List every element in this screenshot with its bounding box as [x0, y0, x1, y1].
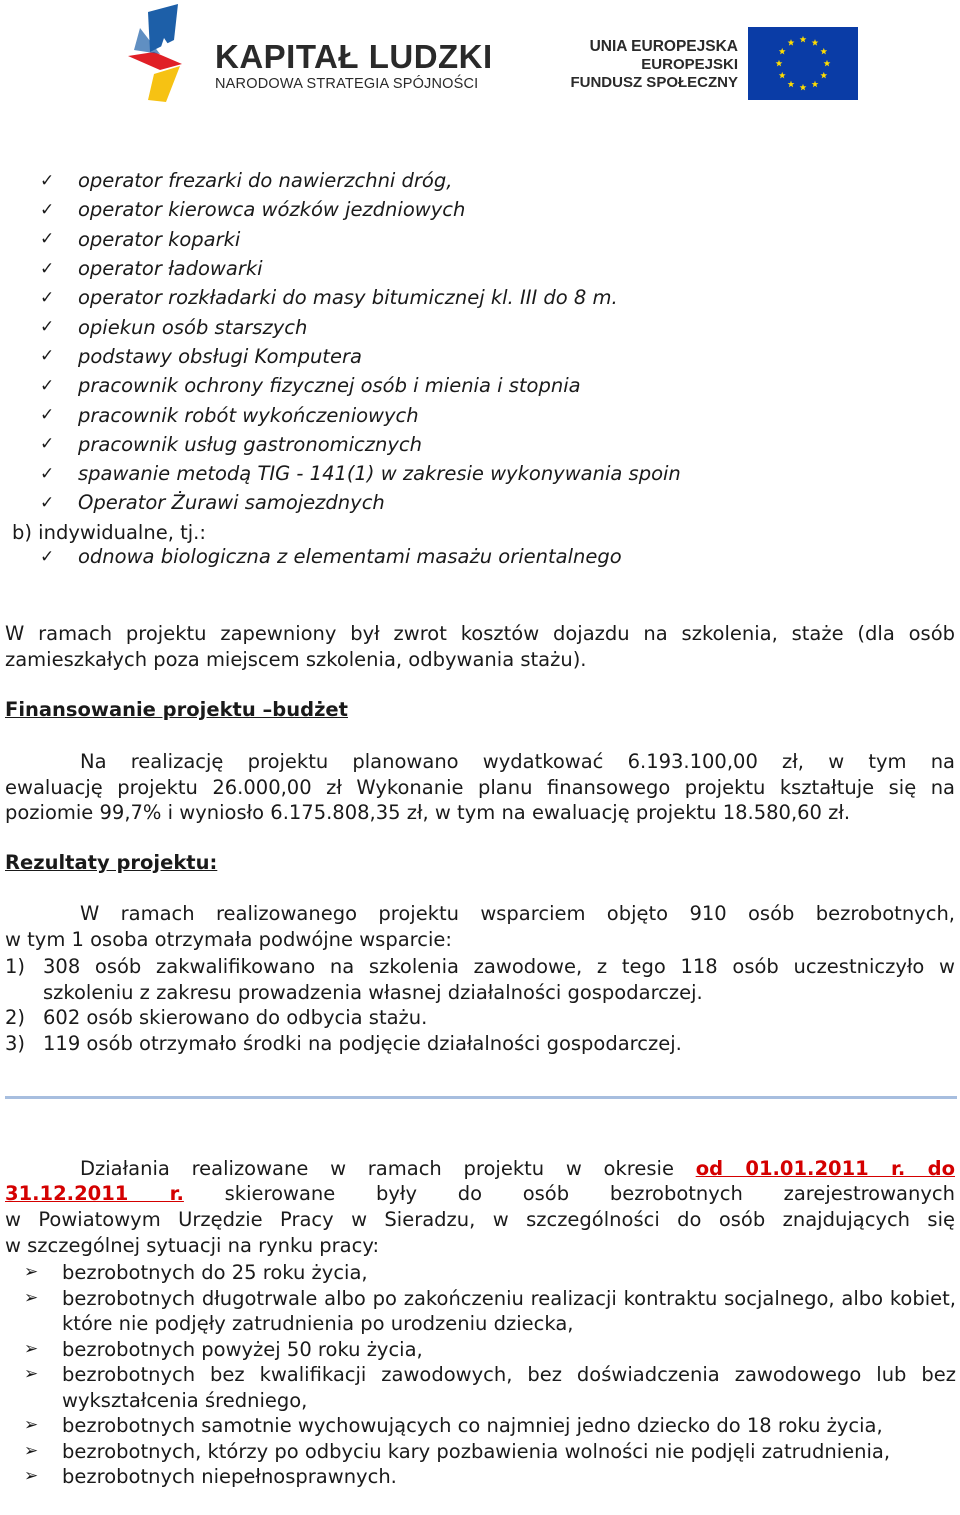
course-item — [40, 195, 681, 224]
course-label: pracownik robót wykończeniowych — [78, 403, 419, 427]
period-text-start: Działania realizowane w ramach projektu w okresie — [80, 1157, 696, 1180]
target-group-text: bezrobotnych powyżej 50 roku życia, — [62, 1337, 423, 1361]
course-label: operator ładowarki — [78, 257, 263, 281]
course-label: operator kierowca wózków jezdniowych — [78, 198, 466, 222]
checkmark-icon: ✓ — [40, 229, 55, 250]
course-label: pracownik ochrony fizycznej osób i mienia i stopnia — [78, 374, 581, 398]
checkmark-icon: ✓ — [40, 170, 55, 191]
target-group-item — [24, 1464, 956, 1490]
checkmark-icon: ✓ — [40, 199, 55, 220]
checkmark-icon: ✓ — [40, 434, 55, 455]
checkmark-icon: ✓ — [40, 546, 55, 567]
course-label: spawanie metodą TIG - 141(1) w zakresie wykonywania spoin — [78, 462, 681, 486]
course-label: pracownik usług gastronomicznych — [78, 432, 422, 456]
course-item — [40, 342, 681, 371]
result-number: 2) — [5, 1006, 26, 1029]
target-group-list — [24, 1260, 956, 1490]
individual-item-text: odnowa biologiczna z elementami masażu orientalnego — [78, 545, 622, 568]
period-line-2 — [5, 1182, 955, 1205]
result-number: 3) — [5, 1031, 26, 1055]
arrow-bullet-icon: ➢ — [24, 1466, 39, 1486]
refund-line-1: W ramach projektu zapewniony był zwrot kosztów dojazdu na szkolenia, staże (dla osób — [5, 622, 955, 645]
course-item — [40, 166, 681, 195]
target-group-item — [24, 1260, 956, 1286]
result-text: 602 osób skierowano do odbycia stażu. — [43, 1006, 428, 1029]
course-list — [40, 166, 681, 518]
budget-heading: Finansowanie projektu –budżet — [5, 698, 348, 721]
period-line-2-rest: skierowane były do osób bezrobotnych zarejestrowanych — [183, 1182, 955, 1205]
results-list — [5, 954, 955, 1056]
arrow-bullet-icon: ➢ — [24, 1287, 39, 1308]
individual-label: b) indywidualne, tj.: — [12, 521, 206, 544]
course-item — [40, 283, 681, 312]
refund-line-2: zamieszkałych poza miejscem szkolenia, odbywania stażu). — [5, 648, 587, 671]
course-item — [40, 225, 681, 254]
result-number: 1) — [5, 955, 26, 978]
result-item — [5, 1031, 955, 1057]
result-item — [5, 954, 955, 1005]
period-line-3: w Powiatowym Urzędzie Pracy w Sieradzu, w szczególności do osób znajdujących się — [5, 1208, 955, 1231]
page-header — [0, 0, 960, 110]
target-group-item — [24, 1337, 956, 1363]
period-line-4: w szczególnej sytuacji na rynku pracy: — [5, 1234, 380, 1257]
course-item — [40, 371, 681, 400]
results-intro-line-1: W ramach realizowanego projektu wsparciem objęto 910 osób bezrobotnych, — [80, 902, 955, 925]
target-group-text: bezrobotnych samotnie wychowujących co najmniej jedno dziecko do 18 roku życia, — [62, 1414, 883, 1437]
period-line-1 — [80, 1157, 955, 1180]
arrow-bullet-icon: ➢ — [24, 1338, 39, 1359]
checkmark-icon: ✓ — [40, 346, 55, 367]
course-label: operator rozkładarki do masy bitumicznej kl. III do 8 m. — [78, 286, 618, 310]
date-from: od 01.01.2011 r. do — [695, 1157, 955, 1180]
checkmark-icon: ✓ — [40, 287, 55, 308]
course-item — [40, 312, 681, 341]
arrow-bullet-icon: ➢ — [24, 1440, 39, 1461]
eu-line-2: EUROPEJSKI — [641, 56, 738, 73]
checkmark-icon: ✓ — [40, 463, 55, 484]
arrow-bullet-icon: ➢ — [24, 1262, 39, 1282]
budget-line-2: ewaluację projektu 26.000,00 zł Wykonanie planu finansowego projektu kształtuje się na — [5, 776, 955, 799]
course-item — [40, 430, 681, 459]
course-label: operator frezarki do nawierzchni dróg, — [78, 169, 453, 193]
target-group-text: bezrobotnych długotrwale albo po zakończeniu realizacji kontraktu socjalnego, albo kobiet, które nie podjęły zatrudnienia po urodzeniu dziecka, — [62, 1286, 956, 1335]
individual-item — [40, 545, 622, 568]
eu-flag-icon — [748, 27, 858, 100]
target-group-item — [24, 1362, 956, 1413]
arrow-bullet-icon: ➢ — [24, 1364, 39, 1384]
arrow-bullet-icon: ➢ — [24, 1415, 39, 1435]
target-group-item — [24, 1439, 956, 1465]
budget-line-3: poziomie 99,7% i wyniosło 6.175.808,35 zł, w tym na ewaluację projektu 18.580,60 zł. — [5, 801, 851, 824]
section-divider — [5, 1096, 957, 1099]
course-label: podstawy obsługi Komputera — [78, 344, 362, 368]
target-group-text: bezrobotnych do 25 roku życia, — [62, 1261, 368, 1284]
checkmark-icon: ✓ — [40, 317, 55, 338]
checkmark-icon: ✓ — [40, 492, 55, 513]
result-item — [5, 1005, 955, 1031]
checkmark-icon: ✓ — [40, 405, 55, 426]
course-label: opiekun osób starszych — [78, 315, 308, 339]
checkmark-icon: ✓ — [40, 375, 55, 396]
budget-line-1: Na realizację projektu planowano wydatkować 6.193.100,00 zł, w tym na — [80, 750, 955, 773]
course-item — [40, 254, 681, 283]
results-heading: Rezultaty projektu: — [5, 851, 218, 874]
target-group-text: bezrobotnych bez kwalifikacji zawodowych, bez doświadczenia zawodowego lub bez wykształcenia średniego, — [62, 1363, 956, 1412]
eu-line-1: UNIA EUROPEJSKA — [589, 38, 738, 55]
eu-line-3: FUNDUSZ SPOŁECZNY — [570, 74, 738, 91]
kapital-ludzki-title: KAPITAŁ LUDZKI — [215, 38, 493, 75]
target-group-item — [24, 1286, 956, 1337]
course-label: Operator Żurawi samojezdnych — [78, 491, 385, 515]
target-group-item — [24, 1413, 956, 1439]
date-to: 31.12.2011 r. — [5, 1182, 184, 1205]
course-item — [40, 400, 681, 429]
eu-fund-label — [570, 38, 738, 92]
results-intro-line-2: w tym 1 osoba otrzymała podwójne wsparcie: — [5, 928, 452, 951]
target-group-text: bezrobotnych niepełnosprawnych. — [62, 1465, 397, 1488]
result-text: 308 osób zakwalifikowano na szkolenia zawodowe, z tego 118 osób uczestniczyło w szkoleniu z zakresu prowadzenia własnej działalności gospodarczej. — [43, 955, 955, 1004]
course-item — [40, 459, 681, 488]
course-label: operator koparki — [78, 227, 241, 251]
target-group-text: bezrobotnych, którzy po odbyciu kary pozbawienia wolności nie podjęli zatrudnienia, — [62, 1439, 891, 1463]
checkmark-icon: ✓ — [40, 258, 55, 279]
course-item — [40, 488, 681, 517]
result-text: 119 osób otrzymało środki na podjęcie działalności gospodarczej. — [43, 1031, 682, 1055]
kapital-ludzki-subtitle: NARODOWA STRATEGIA SPÓJNOŚCI — [215, 76, 479, 92]
